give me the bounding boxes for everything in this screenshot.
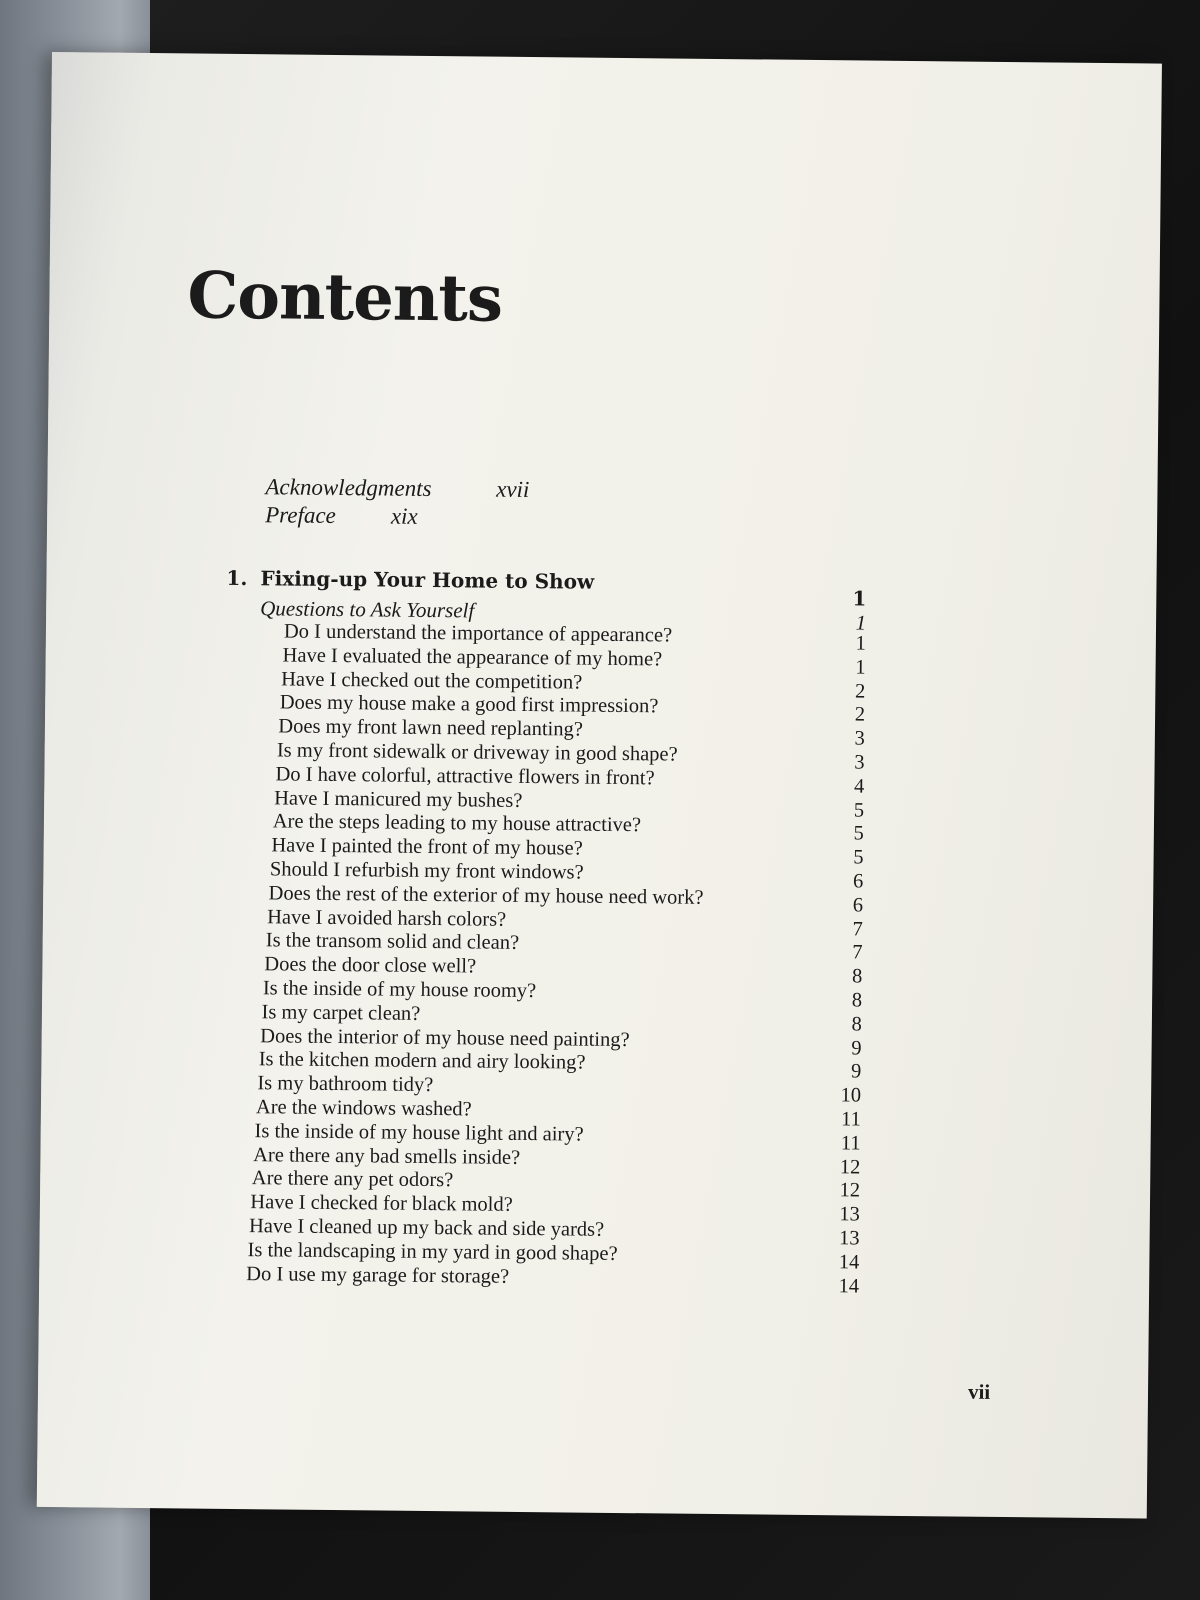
toc-entry-title: Do I use my garage for storage? [246, 1262, 510, 1288]
toc-entry-page: 7 [852, 941, 863, 964]
toc-entry-page: 12 [839, 1155, 861, 1179]
toc-entry-title: Preface [265, 502, 336, 528]
toc-entry-page: 2 [854, 680, 866, 703]
toc-entry-title: Is the transom solid and clean? [265, 929, 520, 955]
toc-entry-page: 4 [853, 775, 865, 798]
toc-entry-page: 3 [854, 727, 865, 750]
toc-entry-page: xix [390, 503, 418, 529]
toc-entry-preface [265, 502, 529, 533]
toc-entry-title: Acknowledgments [265, 474, 432, 501]
toc-entry-page: 13 [839, 1227, 860, 1250]
toc-entry-title: Do I understand the importance of appearance? [283, 620, 673, 647]
toc-entry-page: 11 [840, 1132, 861, 1155]
toc-entry-title: Does my front lawn need replanting? [278, 715, 584, 741]
toc-entry-page: 5 [853, 822, 864, 845]
toc-entry-page: 6 [852, 894, 864, 917]
section-title: Questions to Ask Yourself [260, 596, 475, 623]
toc-entry-title: Have I avoided harsh colors? [267, 905, 507, 931]
toc-entry-title: Are the steps leading to my house attractive? [272, 810, 642, 837]
toc-entry-page: 10 [840, 1084, 862, 1107]
toc-entry-page: 8 [851, 989, 863, 1012]
toc-entry-title: Is the inside of my house roomy? [262, 977, 537, 1003]
chapter-1-block [219, 565, 867, 1298]
toc-entry-page: 14 [838, 1274, 860, 1298]
toc-entry-page: 8 [851, 1013, 862, 1036]
chapter-title: Fixing-up Your Home to Show [260, 566, 595, 594]
toc-entry-title: Is my bathroom tidy? [257, 1072, 434, 1097]
toc-entry-title: Have I cleaned up my back and side yards? [248, 1215, 605, 1241]
page-title: Contents [187, 258, 503, 337]
toc-entry-title: Is the landscaping in my yard in good shape? [247, 1238, 618, 1265]
toc-entry-page: 13 [839, 1203, 860, 1226]
toc-entry-page: 12 [839, 1179, 861, 1202]
toc-entry-title: Are the windows washed? [255, 1096, 472, 1121]
toc-entry-title: Have I checked out the competition? [281, 668, 583, 694]
toc-entry-page: 6 [852, 870, 864, 893]
toc-entry-page: 5 [853, 846, 864, 869]
toc-entry-page: 1 [855, 656, 866, 679]
toc-entry-title: Is the inside of my house light and airy? [254, 1119, 584, 1146]
book-page [37, 52, 1162, 1519]
toc-entry-page: 3 [854, 751, 865, 774]
toc-entry-title: Is my carpet clean? [261, 1000, 421, 1025]
toc-entry-page: 7 [852, 917, 863, 941]
toc-entry-page: 8 [851, 965, 863, 988]
page-folio: vii [967, 1379, 991, 1404]
toc-entry-title: Does the interior of my house need painting? [260, 1024, 630, 1051]
toc-entry-title: Have I evaluated the appearance of my home? [282, 644, 663, 671]
toc-entry-title: Do I have colorful, attractive flowers in front? [275, 763, 655, 790]
toc-entry-title: Have I painted the front of my house? [271, 834, 583, 860]
toc-entry-page: 14 [838, 1251, 860, 1274]
toc-entry-title: Does my house make a good first impression? [279, 691, 659, 718]
toc-entry-title: Does the door close well? [264, 953, 477, 978]
toc-entries-list [219, 620, 866, 1298]
front-matter-list [265, 474, 530, 533]
toc-entry-page: 5 [853, 799, 865, 822]
chapter-page-number: 1 [852, 586, 867, 611]
toc-entry-title: Does the rest of the exterior of my house need work? [268, 882, 704, 909]
toc-entry-acknowledgments [265, 474, 529, 505]
section-page-number: 1 [855, 610, 867, 635]
toc-entry-title: Is my front sidewalk or driveway in good shape? [276, 739, 678, 766]
chapter-number: 1. [226, 565, 248, 591]
toc-entry-page: 11 [841, 1108, 861, 1131]
toc-entry-title: Is the kitchen modern and airy looking? [258, 1048, 586, 1074]
toc-entry-title: Are there any bad smells inside? [253, 1143, 521, 1169]
toc-entry-page: 9 [851, 1036, 862, 1060]
toc-entry-title: Have I checked for black mold? [250, 1191, 513, 1217]
toc-entry-title: Should I refurbish my front windows? [269, 858, 584, 884]
toc-entry-title: Have I manicured my bushes? [274, 786, 523, 812]
toc-entry-title: Are there any pet odors? [251, 1167, 454, 1192]
toc-entry-page: 1 [855, 632, 866, 655]
toc-entry-page: 2 [854, 703, 866, 726]
toc-entry [246, 1262, 860, 1298]
toc-entry-page: xvii [496, 476, 530, 503]
toc-entry-page: 9 [850, 1060, 862, 1083]
